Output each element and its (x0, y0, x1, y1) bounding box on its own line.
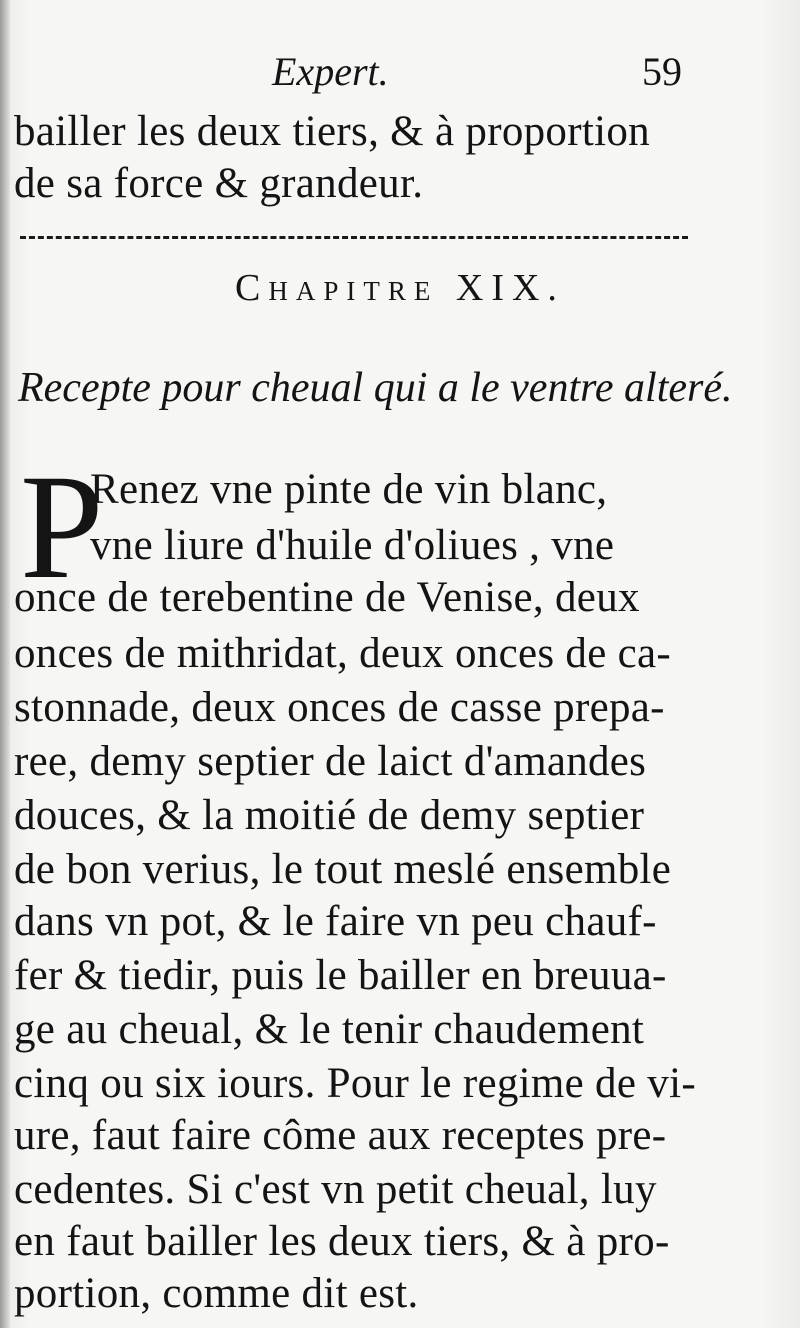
text-line: dans vn pot, & le faire vn peu chauf- (14, 898, 657, 945)
section-divider-rule (20, 236, 688, 239)
text-line: ree, demy septier de laict d'amandes (14, 738, 647, 785)
text-line: portion, comme dit est. (14, 1270, 419, 1317)
running-head (0, 42, 800, 102)
text-line: cinq ou six iours. Pour le regime de vi- (14, 1060, 696, 1107)
text-line: once de terebentine de Venise, deux (14, 574, 640, 621)
text-line: ge au cheual, & le tenir chaudement (14, 1006, 645, 1053)
page-gutter-shadow (0, 0, 10, 1328)
text-line: en faut bailler les deux tiers, & à pro- (14, 1218, 670, 1265)
drop-capital: P (20, 444, 104, 610)
text-line: onces de mithridat, deux onces de ca- (14, 630, 672, 677)
chapter-heading: Chapitre XIX. (235, 267, 565, 309)
running-head-title: Expert. (272, 49, 389, 94)
text-line: Renez vne pinte de vin blanc, (90, 466, 608, 513)
text-line: de sa force & grandeur. (14, 160, 424, 207)
text-line: bailler les deux tiers, & à proportion (14, 108, 650, 155)
text-line: de bon verius, le tout meslé ensemble (14, 846, 672, 893)
page-number: 59 (642, 49, 682, 94)
text-line: fer & tiedir, puis le bailler en breuua- (14, 952, 667, 999)
text-line: vne liure d'huile d'oliues , vne (90, 522, 615, 569)
text-line: douces, & la moitié de demy septier (14, 792, 645, 839)
recipe-title: Recepte pour cheual qui a le ventre alteré. (18, 365, 733, 411)
text-line: cedentes. Si c'est vn petit cheual, luy (14, 1166, 657, 1213)
text-line: stonnade, deux onces de casse prepa- (14, 684, 665, 731)
text-line: ure, faut faire côme aux receptes pre- (14, 1112, 667, 1159)
